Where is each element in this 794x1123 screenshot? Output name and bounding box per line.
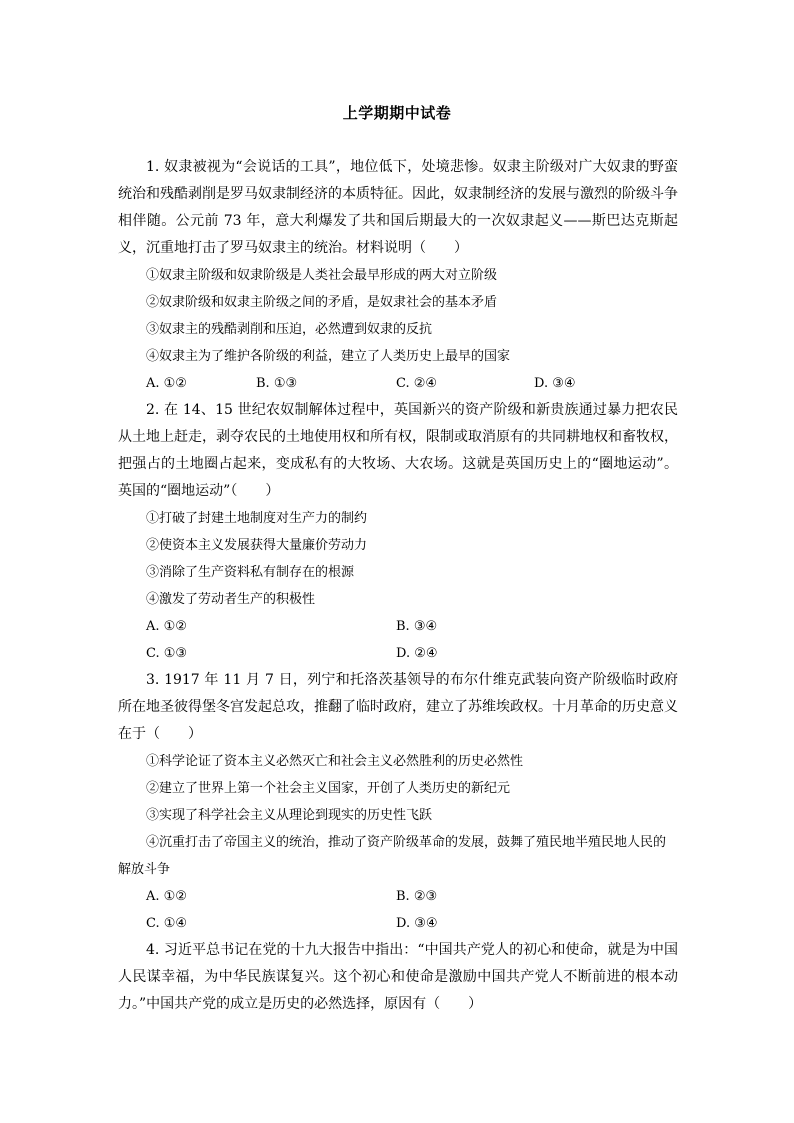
statement-option: ③实现了科学社会主义从理论到现实的历史性飞跃 xyxy=(146,808,433,823)
choice-a[interactable]: A. ①② xyxy=(146,376,187,391)
choice-d[interactable]: D. ③④ xyxy=(396,916,438,931)
choice-d[interactable]: D. ②④ xyxy=(396,646,438,661)
question-3 xyxy=(118,667,678,937)
statement-option: ①科学论证了资本主义必然灭亡和社会主义必然胜利的历史必然性 xyxy=(146,754,524,769)
answer-choices xyxy=(118,613,678,640)
choice-c[interactable]: C. ②④ xyxy=(396,376,438,391)
choice-c[interactable]: C. ①③ xyxy=(146,646,188,661)
page-title: 上学期期中试卷 xyxy=(342,104,452,122)
statement-option: ①打破了封建土地制度对生产力的制约 xyxy=(146,511,368,526)
choice-b[interactable]: B. ①③ xyxy=(256,376,298,391)
question-stem: 2. 在 14、15 世纪农奴制解体过程中，英国新兴的资产阶级和新贵族通过暴力把农民从土地上赶走，剥夺农民的土地使用权和所有权，限制或取消原有的共同耕地权和畜牧权，把强占的土地圈占起来，变成私有的大牧场、大农场。这就是英国历史上的“圈地运动”。英国的“圈地运动”（ ） xyxy=(118,402,678,499)
choice-c[interactable]: C. ①④ xyxy=(146,916,188,931)
statement-option: ③消除了生产资料私有制存在的根源 xyxy=(146,565,355,580)
question-2 xyxy=(118,397,678,667)
choice-a[interactable]: A. ①② xyxy=(146,619,187,634)
answer-choices xyxy=(118,370,678,397)
answer-choices xyxy=(118,640,678,667)
statement-option: ②使资本主义发展获得大量廉价劳动力 xyxy=(146,538,368,553)
question-1 xyxy=(118,154,678,397)
statement-option: ④奴隶主为了维护各阶级的利益，建立了人类历史上最早的国家 xyxy=(146,349,511,364)
choice-d[interactable]: D. ③④ xyxy=(534,376,576,391)
statement-option: ④沉重打击了帝国主义的统治，推动了资产阶级革命的发展，鼓舞了殖民地半殖民地人民的解放斗争 xyxy=(118,835,667,877)
statement-option: ②建立了世界上第一个社会主义国家，开创了人类历史的新纪元 xyxy=(146,781,511,796)
question-4 xyxy=(118,937,678,1018)
statement-option: ④激发了劳动者生产的积极性 xyxy=(146,592,316,607)
question-stem: 4. 习近平总书记在党的十九大报告中指出：“中国共产党人的初心和使命，就是为中国人民谋幸福，为中华民族谋复兴。这个初心和使命是激励中国共产党人不断前进的根本动力。”中国共产党的成立是历史的必然选择，原因有（ ） xyxy=(118,942,678,1012)
question-list xyxy=(118,154,678,1018)
question-stem: 1. 奴隶被视为“会说话的工具”，地位低下，处境悲惨。奴隶主阶级对广大奴隶的野蛮统治和残酷剥削是罗马奴隶制经济的本质特征。因此，奴隶制经济的发展与激烈的阶级斗争相伴随。公元前 73 年，意大利爆发了共和国后期最大的一次奴隶起义——斯巴达克斯起义，沉重地打击了罗马奴隶主的统治。材料说明（ ） xyxy=(118,159,678,256)
statement-option: ③奴隶主的残酷剥削和压迫，必然遭到奴隶的反抗 xyxy=(146,322,433,337)
question-stem: 3. 1917 年 11 月 7 日，列宁和托洛茨基领导的布尔什维克武装向资产阶级临时政府所在地圣彼得堡冬宫发起总攻，推翻了临时政府，建立了苏维埃政权。十月革命的历史意义在于（ ） xyxy=(118,672,678,742)
answer-choices xyxy=(118,910,678,937)
choice-b[interactable]: B. ②③ xyxy=(396,889,438,904)
choice-b[interactable]: B. ③④ xyxy=(396,619,438,634)
statement-option: ①奴隶主阶级和奴隶阶级是人类社会最早形成的两大对立阶级 xyxy=(146,268,498,283)
choice-a[interactable]: A. ①② xyxy=(146,889,187,904)
statement-option: ②奴隶阶级和奴隶主阶级之间的矛盾，是奴隶社会的基本矛盾 xyxy=(146,295,498,310)
answer-choices xyxy=(118,883,678,910)
